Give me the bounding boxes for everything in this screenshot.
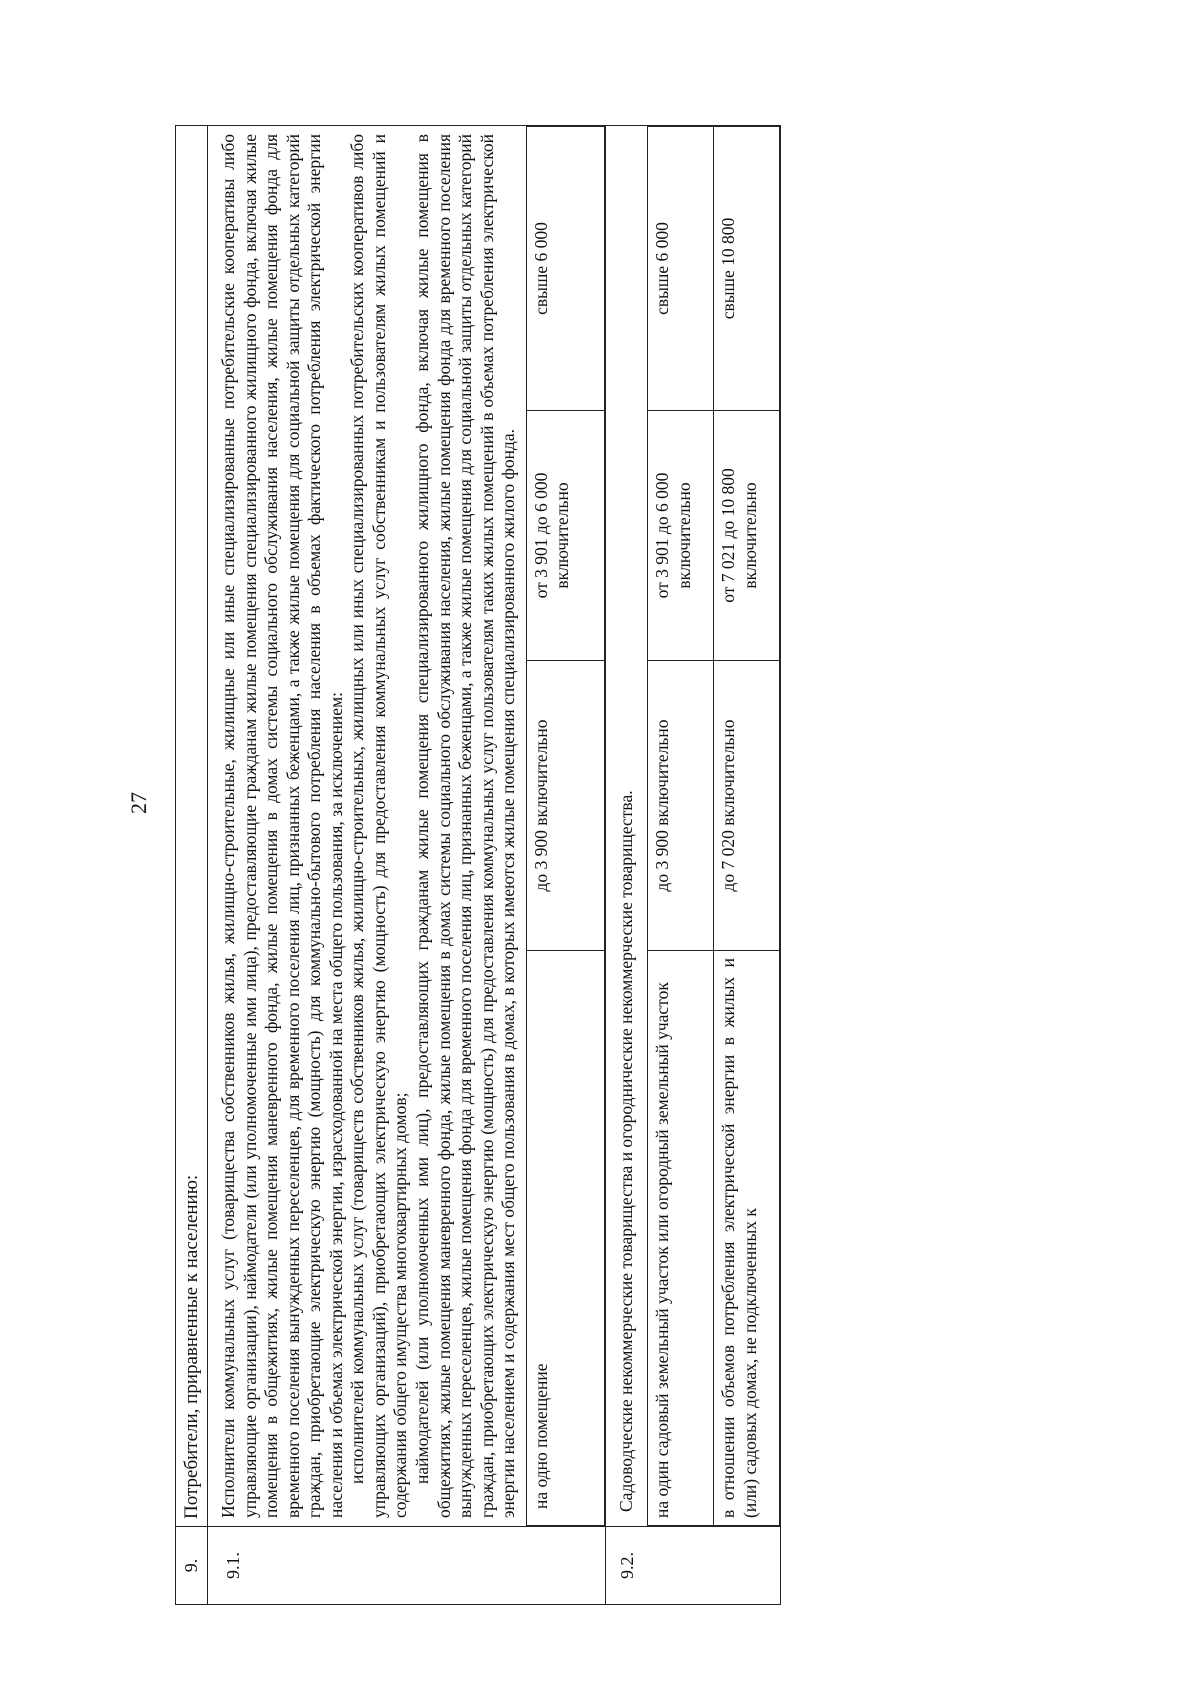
section-9-2-ranges-table: [647, 126, 780, 1526]
row-label: на один садовый земельный участок или огородный земельный участок: [648, 951, 714, 1526]
table-row: [714, 127, 780, 1526]
section-9-1-number: 9.1.: [208, 1527, 605, 1605]
section-9-row: [176, 126, 208, 1605]
range-3-cell: свыше 6 000: [526, 127, 604, 411]
section-9-2-row: [605, 126, 781, 1605]
range-1-cell: до 7 020 включительно: [714, 661, 780, 951]
range-2-cell: от 3 901 до 6 000 включительно: [648, 411, 714, 661]
section-9-1-paragraph-1: Исполнители коммунальных услуг (товарищества собственников жилья, жилищно-строительные, жилищные или иные специализированные потребительские кооперативы либо управляющие организации), наймодатели (или уполномоченные ими лица), предоставляющие гражданам жилые помещения специализированного жилищного фонда, включая жилые помещения в общежитиях, жилые помещения маневренного фонда, жилые помещения в домах системы социального обслуживания населения, жилые помещения фонда для временного поселения вынужденных переселенцев, для временного поселения лиц, признанных беженцами, а также жилые помещения для социальной защиты отдельных категорий граждан, приобретающие электрическую энергию (мощность) для коммунально-бытового потребления населения в объемах фактического потребления электрической энергии населения и объемах электрической энергии, израсходованной на места общего пользования, за исключением:: [218, 134, 346, 1518]
tariff-table: [175, 125, 781, 1605]
range-3-cell: свыше 10 800: [714, 127, 780, 411]
row-label: в отношении объемов потребления электрической энергии в жилых и (или) садовых домах, не подключенных к: [714, 951, 780, 1526]
page-number: 27: [126, 792, 151, 814]
range-2-cell: от 3 901 до 6 000 включительно: [526, 411, 604, 661]
section-9-1-row: [208, 126, 605, 1605]
section-9-title: Потребители, приравненные к населению:: [176, 126, 208, 1527]
range-3-cell: свыше 6 000: [648, 127, 714, 411]
section-9-2-title: Садоводческие некоммерческие товарищества и огороднические некоммерческие товарищества.: [615, 790, 636, 1512]
rotated-tariff-table-sheet: [175, 125, 1115, 1605]
table-row: [648, 127, 714, 1526]
range-1-cell: до 3 900 включительно: [526, 661, 604, 951]
section-9-2-number: 9.2.: [605, 1527, 781, 1605]
section-9-1-content: [208, 126, 605, 1527]
section-9-1-ranges-table: [526, 126, 605, 1526]
section-9-1-paragraph-2: исполнителей коммунальных услуг (товариществ собственников жилья, жилищно-строительных, жилищных или иных специализированных потребительских кооперативов либо управляющих организаций), приобретающих электрическую энергию (мощность) для предоставления коммунальных услуг собственникам и пользователям жилых помещений и содержания общего имущества многоквартирных домов;: [347, 134, 411, 1518]
range-2-cell: от 7 021 до 10 800 включительно: [714, 411, 780, 661]
section-9-number: 9.: [176, 1527, 208, 1605]
range-1-cell: до 3 900 включительно: [648, 661, 714, 951]
table-row: [526, 127, 604, 1526]
section-9-1-paragraph-3: наймодателей (или уполномоченных ими лиц), предоставляющих гражданам жилые помещения специализированного жилищного фонда, включая жилые помещения в общежитиях, жилые помещения маневренного фонда, жилые помещения в домах системы социального обслуживания населения, жилые помещения фонда для временного поселения вынужденных переселенцев, жилые помещения фонда для временного поселения лиц, признанных беженцами, а также жилые помещения для социальной защиты отдельных категорий граждан, приобретающих электрическую энергию (мощность) для предоставления коммунальных услуг пользователям таких жилых помещений в объемах потребления электрической энергии населением и содержания мест общего пользования в домах, в которых имеются жилые помещения специализированного жилого фонда.: [412, 134, 519, 1518]
row-label: на одно помещение: [526, 951, 604, 1526]
section-9-2-content: [605, 126, 781, 1527]
